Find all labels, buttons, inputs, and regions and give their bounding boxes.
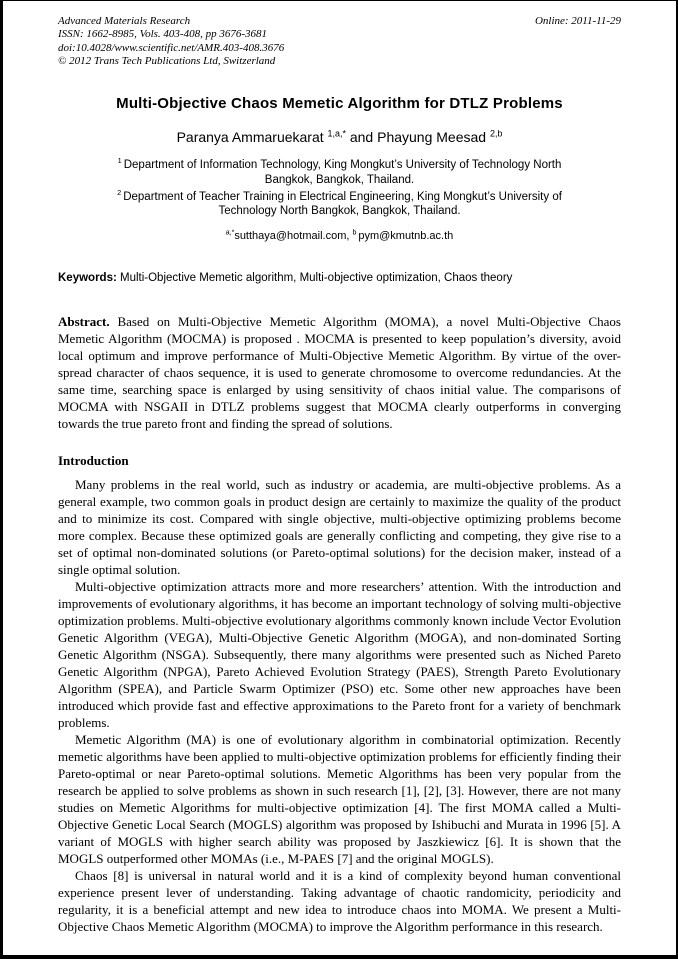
abstract-label: Abstract. <box>58 314 110 330</box>
paper-title: Multi-Objective Chaos Memetic Algorithm for DTLZ Problems <box>116 94 563 112</box>
journal-name: Advanced Materials Research <box>58 15 191 27</box>
keywords-text: Multi-Objective Memetic algorithm, Multi-objective optimization, Chaos theory <box>116 272 513 285</box>
email-b-superscript: b <box>352 229 359 237</box>
keywords-label: Keywords: <box>58 272 117 285</box>
introduction-heading: Introduction <box>58 453 129 469</box>
affiliation-2-text: Department of Teacher Training in Electrical Engineering, King Mongkut’s University of Technology North Bangkok, Bangkok, Thailand. <box>123 190 562 218</box>
email-a-superscript: a,* <box>225 229 235 237</box>
email-b: pym@kmutnb.ac.th <box>358 230 454 243</box>
journal-header-left <box>58 15 284 69</box>
introduction-paragraph: Many problems in the real world, such as industry or academia, are multi-objective problems. As a general example, two common goals in product design are certainly to maximize the quality of the product and to minimize its cost. Compared with single objective, multi-objective optimizing problems become more complex. Because these optimized goals are generally conflicting and competing, they give rise to a set of optimal non-dominated solutions (or Pareto-optimal solutions) for the decision maker, instead of a single optimal solution. <box>58 477 621 578</box>
affiliation-2 <box>106 187 574 220</box>
copyright-line: © 2012 Trans Tech Publications Ltd, Switzerland <box>58 55 276 68</box>
affiliation-1-superscript: 1 <box>117 155 124 165</box>
abstract <box>58 313 621 432</box>
journal-header <box>58 15 621 69</box>
doi-line: doi:10.4028/www.scientific.net/AMR.403-408.3676 <box>58 41 285 54</box>
keywords-line <box>58 271 621 286</box>
introduction-paragraph: Memetic Algorithm (MA) is one of evolutionary algorithm in combinatorial optimization. Recently memetic algorithms have been applied to multi-objective optimization problems for efficiently finding their Pareto-optimal or near Pareto-optimal solutions. Memetic Algorithms has been very popular from the research be applied to solve problems as shown in such research [1], [2], [3]. However, there are not many studies on Memetic Algorithms for multi-objective optimization [4]. The first MOMA called a Multi-Objective Genetic Local Search (MOGLS) algorithm was proposed by Ishibuchi and Murata in 1996 [5]. A variant of MOGLS with higher search ability was proposed by Jaszkiewicz [6]. It is shown that the MOGLS outperformed other MOMAs (i.e., M-PAES [7] and the original MOGLS). <box>58 732 621 867</box>
affiliation-1 <box>106 155 574 188</box>
email-a: sutthaya@hotmail.com, <box>234 230 353 243</box>
author2-name: and Phayung Meesad <box>345 128 490 145</box>
online-date: Online: 2011-11-29 <box>534 15 621 27</box>
affiliation-1-text: Department of Information Technology, King Mongkut’s University of Technology North Bangkok, Bangkok, Thailand. <box>123 158 562 186</box>
author1-name: Paranya Ammaruekarat <box>176 128 328 145</box>
author-byline <box>58 129 621 145</box>
author-emails <box>58 230 621 242</box>
author1-superscript: 1,a,* <box>327 127 346 138</box>
introduction-paragraph: Multi-objective optimization attracts more and more researchers’ attention. With the introduction and improvements of evolutionary algorithms, it has become an important technology of solving multi-objective optimization problems. Multi-objective evolutionary algorithms commonly known include Vector Evolution Genetic Algorithm (VEGA), Multi-Objective Genetic Algorithm (MOGA), and non-dominated Sorting Genetic Algorithm (NSGA). Subsequently, there many algorithms were presented such as Niched Pareto Genetic Algorithm (NPGA), Pareto Achieved Evolution Strategy (PAES), Strength Pareto Evolutionary Algorithm (SPEA), and Particle Swarm Optimizer (PSO) etc. Some other new approaches have been introduced which provide fast and effective approximations to the Pareto front for a variety of benchmark problems. <box>58 579 621 731</box>
affiliation-2-superscript: 2 <box>117 187 124 197</box>
issn-line: ISSN: 1662-8985, Vols. 403-408, pp 3676-3681 <box>58 28 267 41</box>
author2-superscript: 2,b <box>489 127 503 138</box>
introduction-body <box>58 476 621 935</box>
abstract-text: Based on Multi-Objective Memetic Algorithm (MOMA), a novel Multi-Objective Chaos Memetic Algorithm (MOCMA) is proposed . MOCMA is presented to keep population’s diversity, avoid local optimum and improve performance of Multi-Objective Memetic Algorithm. By virtue of the over-spread character of chaos sequence, it is used to generate chromosome to overcome redundancies. At the same time, searching space is enlarged by using sensitivity of chaos initial value. The comparisons of MOCMA with NSGAII in DTLZ problems suggest that MOCMA clearly outperforms in converging towards the true pareto front and finding the spread of solutions. <box>58 314 621 432</box>
introduction-paragraph: Chaos [8] is universal in natural world and it is a kind of complexity beyond human conventional experience present lever of understanding. Taking advantage of chaotic randomicity, periodicity and regularity, it is a beneficial attempt and new idea to introduce chaos into MOMA. We present a Multi-Objective Chaos Memetic Algorithm (MOCMA) to improve the Algorithm performance in this research. <box>58 868 621 935</box>
